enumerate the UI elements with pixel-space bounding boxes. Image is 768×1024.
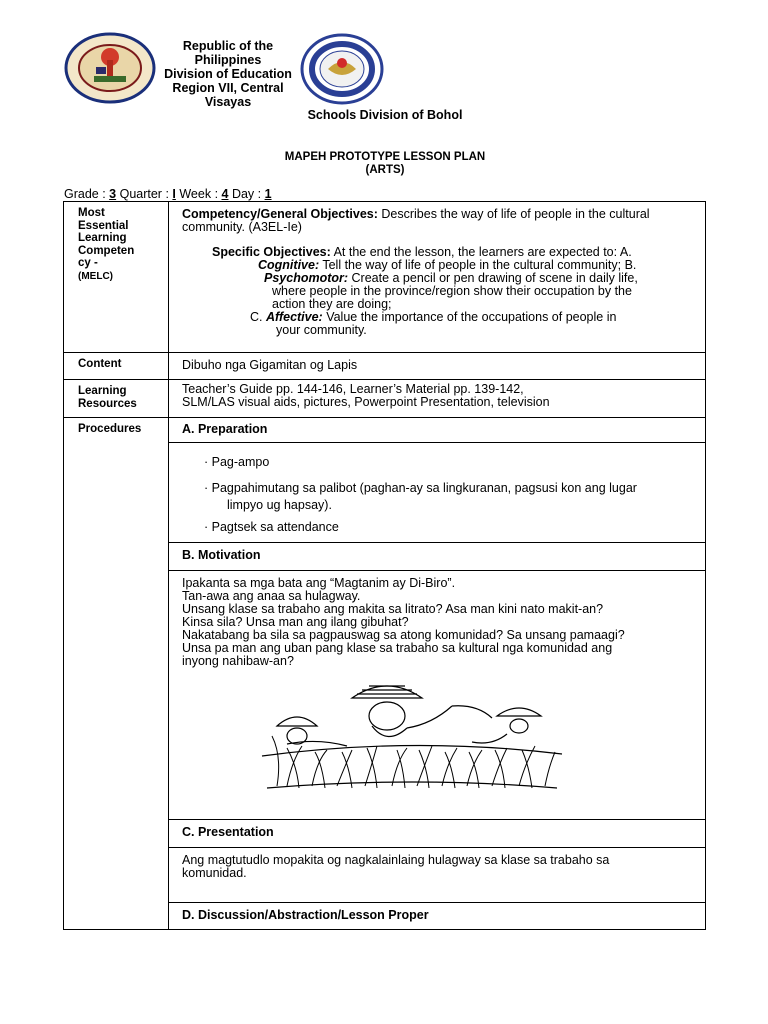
- content-text: Dibuho nga Gigamitan og Lapis: [182, 358, 358, 372]
- lesson-plan-title: [220, 151, 550, 177]
- resources-line-2: SLM/LAS visual aids, pictures, Powerpoint Presentation, television: [182, 395, 550, 409]
- title-line-2: (ARTS): [365, 164, 405, 176]
- header-line-5: Visayas: [204, 95, 252, 109]
- preparation-heading-row: [64, 418, 706, 443]
- week-label: Week :: [175, 187, 222, 201]
- header-line-1: Republic of the: [182, 39, 274, 53]
- grade-value: 3: [109, 187, 117, 201]
- discussion-heading-cell: [169, 903, 706, 930]
- grade-line: [64, 187, 272, 201]
- motivation-line: Nakatabang ba sila sa pagpauswag sa atong komunidad? Sa unsang pamaagi?: [182, 628, 625, 642]
- resources-line-1: Teacher’s Guide pp. 144-146, Learner’s Material pp. 139-142,: [182, 382, 524, 396]
- specific-objectives: [169, 238, 705, 341]
- deped-national-seal: [300, 33, 385, 105]
- melc-label: [64, 202, 169, 353]
- motivation-line: Unsang klase sa trabaho ang makita sa litrato? Asa man kini nato makit-an?: [182, 602, 604, 616]
- motivation-line: Ipakanta sa mga bata ang “Magtanim ay Di-Biro”.: [182, 576, 456, 590]
- motivation-heading-cell: [169, 543, 706, 571]
- week-value: 4: [221, 187, 229, 201]
- preparation-item-cont: limpyo ug hapsay).: [227, 498, 332, 512]
- presentation-line: komunidad.: [182, 866, 247, 880]
- quarter-value: I: [172, 187, 176, 201]
- melc-label-line: Most: [78, 207, 105, 219]
- melc-label-line: Learning: [78, 232, 127, 244]
- melc-label-line: cy -: [78, 257, 98, 269]
- presentation-heading: C. Presentation: [182, 825, 274, 839]
- school-division: Schools Division of Bohol: [307, 108, 463, 122]
- content-label: Content: [64, 353, 169, 380]
- motivation-line: inyong nahibaw-an?: [182, 654, 294, 668]
- specific-body: At the end the lesson, the learners are expected to: A.: [330, 245, 632, 259]
- psychomotor-line-3: action they are doing;: [272, 297, 392, 311]
- melc-abbrev: (MELC): [78, 270, 113, 282]
- resources-label-line: Resources: [78, 397, 137, 410]
- specific-label: Specific Objectives:: [212, 245, 331, 259]
- presentation-cell: [169, 848, 706, 903]
- competency-body: Describes the way of life of people in the cultural community. (A3EL-Ie): [182, 207, 650, 234]
- affective-prefix: C.: [250, 310, 266, 324]
- header-line-2: Philippines: [194, 53, 262, 67]
- motivation-line: Unsa pa man ang uban pang klase sa trabaho sa kultural nga komunidad ang: [182, 641, 613, 655]
- cognitive-label: Cognitive:: [258, 258, 320, 272]
- procedures-label: Procedures: [64, 418, 169, 930]
- day-label: Day :: [228, 187, 265, 201]
- affective-line: [182, 311, 693, 324]
- day-value: 1: [264, 187, 272, 201]
- motivation-text: [169, 571, 705, 668]
- competency-text: [169, 202, 705, 238]
- content-cell: [169, 353, 706, 380]
- affective-label: Affective:: [265, 310, 323, 324]
- presentation-heading-cell: [169, 820, 706, 848]
- psychomotor-body: Create a pencil or pen drawing of scene in daily life,: [348, 271, 638, 285]
- preparation-item: · Pagtsek sa attendance: [204, 520, 339, 534]
- preparation-heading-cell: [169, 418, 706, 443]
- melc-label-line: Competen: [78, 244, 135, 257]
- psychomotor-label: Psychomotor:: [264, 271, 349, 285]
- melc-label-line: Essential: [78, 219, 129, 232]
- preparation-list: [169, 443, 705, 534]
- resources-row: [64, 380, 706, 418]
- motivation-line: Kinsa sila? Unsa man ang ilang gibuhat?: [182, 615, 409, 629]
- motivation-cell: [169, 571, 706, 820]
- motivation-line: Tan-awa ang anaa sa hulagway.: [182, 589, 361, 603]
- motivation-heading: B. Motivation: [182, 548, 261, 562]
- preparation-cell: [169, 443, 706, 543]
- presentation-line: Ang magtutudlo mopakita og nagkalainlaing hulagway sa klase sa trabaho sa: [182, 853, 610, 867]
- resources-label: [64, 380, 169, 418]
- psychomotor-line-2: where people in the province/region show their occupation by the: [272, 284, 632, 298]
- competency-label: Competency/General Objectives:: [182, 207, 378, 221]
- header-line-4: Region VII, Central: [172, 81, 284, 95]
- deped-bohol-seal: [64, 32, 156, 104]
- resources-text: [169, 380, 705, 413]
- melc-row: [64, 202, 706, 353]
- affective-line-2: your community.: [276, 323, 367, 337]
- agency-header: [150, 39, 306, 109]
- resources-cell: [169, 380, 706, 418]
- quarter-label: Quarter :: [116, 187, 173, 201]
- title-line-1: MAPEH PROTOTYPE LESSON PLAN: [284, 151, 486, 163]
- grade-label: Grade :: [64, 187, 110, 201]
- header-line-3: Division of Education: [164, 67, 292, 81]
- preparation-heading: A. Preparation: [182, 422, 268, 436]
- presentation-text: [169, 848, 705, 880]
- melc-content: [169, 202, 706, 353]
- lesson-plan-table: [63, 201, 706, 930]
- discussion-heading: D. Discussion/Abstraction/Lesson Proper: [182, 908, 429, 922]
- rice-planting-illustration: [257, 676, 567, 796]
- resources-label-line: Learning: [78, 385, 127, 397]
- preparation-item: · Pag-ampo: [204, 455, 270, 469]
- affective-body: Value the importance of the occupations of people in: [322, 310, 617, 324]
- cognitive-body: Tell the way of life of people in the cultural community; B.: [319, 258, 637, 272]
- content-row: [64, 353, 706, 380]
- preparation-item: · Pagpahimutang sa palibot (paghan-ay sa lingkuranan, pagsusi kon ang lugar: [204, 481, 637, 495]
